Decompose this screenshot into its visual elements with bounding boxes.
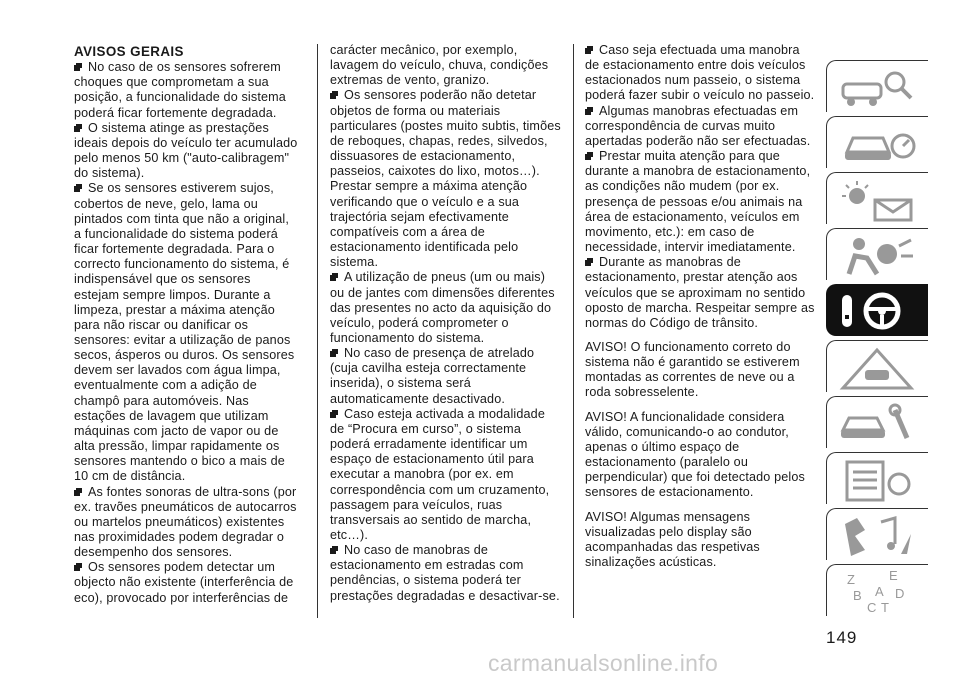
bullet-paragraph bbox=[585, 104, 817, 149]
index-letter: T bbox=[881, 600, 889, 614]
paragraph-text: O sistema atinge as prestações ideais depois do veículo ter acumulado pelo menos 50 km ("auto-calibragem" do sistema). bbox=[74, 120, 298, 181]
bullet-icon bbox=[74, 63, 84, 71]
chapter-tab[interactable] bbox=[826, 60, 928, 112]
bullet-icon bbox=[74, 124, 84, 132]
bullet-icon bbox=[585, 152, 595, 160]
chapter-tab[interactable] bbox=[826, 452, 928, 504]
paragraph-text: AVISO! O funcionamento correto do sistema não é garantido se estiverem montadas as correntes de neve ou a roda sobresselente. bbox=[585, 339, 800, 400]
index-letter: Z bbox=[847, 572, 855, 587]
bullet-icon bbox=[330, 273, 340, 281]
chapter-tab[interactable] bbox=[826, 396, 928, 448]
paragraph-text: Prestar muita atenção para que durante a manobra de estacionamento, as condições não mudem (por ex. presença de pessoas e/ou animais na área de estacionamento, veículos em movimento, etc.): em caso de necessidade, intervir imediatamente. bbox=[585, 149, 811, 255]
paragraph-text: Durante as manobras de estacionamento, prestar atenção aos veículos que se aproximam no sentido oposto de marcha. Respeitar sempre as normas do Código de trânsito. bbox=[585, 255, 815, 330]
chapter-tab[interactable] bbox=[826, 116, 928, 168]
chapter-tab[interactable] bbox=[826, 284, 928, 336]
bullet-paragraph bbox=[74, 121, 298, 182]
chapter-tab[interactable] bbox=[826, 508, 928, 560]
paragraph-text: No caso de presença de atrelado (cuja cavilha esteja correctamente inserida), o sistema será automaticamente desactivado. bbox=[330, 346, 535, 406]
bullet-paragraph bbox=[330, 407, 562, 543]
index-letter: B bbox=[853, 588, 862, 603]
paragraph-text: Se os sensores estiverem sujos, cobertos de neve, gelo, lama ou pintados com tinta que não a original, a funcionalidade do sistema poderá ficar fortemente degradada. Para o correcto funcionamento do sistema, é indispensável que os sensores estejam sempre limpos. Durante a limpeza, prestar a máxima atenção para não riscar ou danificar os sensores: evitar a utilização de panos secos, ásperos ou duros. Os sensores devem ser lavados com água limpa, eventualmente com a adição de champô para automóveis. Nas estações de lavagem que utilizam máquinas com jacto de vapor ou de alta pressão, limpar rapidamente os sensores mantendo o bico a mais de 10 cm de distância. bbox=[74, 181, 295, 484]
index-letter: E bbox=[889, 570, 898, 583]
watermark: carmanualsonline.info bbox=[488, 650, 719, 676]
airbag-person-icon bbox=[837, 234, 917, 278]
bullet-paragraph bbox=[74, 181, 298, 484]
bullet-paragraph bbox=[330, 543, 562, 604]
column-divider bbox=[573, 44, 574, 618]
lights-envelope-icon bbox=[837, 178, 917, 222]
chapter-tab[interactable] bbox=[826, 564, 928, 616]
bullet-icon bbox=[74, 488, 84, 496]
bullet-icon bbox=[585, 107, 595, 115]
alphabetical-index-icon bbox=[837, 570, 917, 614]
index-letter: D bbox=[895, 586, 905, 601]
car-search-icon bbox=[837, 66, 917, 110]
bullet-paragraph bbox=[74, 560, 298, 605]
section-heading: AVISOS GERAIS bbox=[74, 44, 184, 59]
bullet-paragraph bbox=[74, 485, 298, 561]
paragraph-text: AVISO! Algumas mensagens visualizadas pelo display são acompanhadas das respetivas sinalizações acústicas. bbox=[585, 509, 760, 569]
bullet-paragraph bbox=[585, 149, 817, 255]
bullet-paragraph bbox=[585, 255, 817, 331]
bullet-icon bbox=[74, 563, 84, 571]
bullet-icon bbox=[585, 46, 595, 54]
paragraph-text: carácter mecânico, por exemplo, lavagem do veículo, chuva, condições extremas de vento, granizo. bbox=[330, 43, 549, 88]
column-1 bbox=[74, 44, 298, 606]
paragraph-text: Algumas manobras efectuadas em correspondência de curvas muito apertadas poderão não ser efectuadas. bbox=[585, 103, 811, 148]
warning-triangle-car-icon bbox=[837, 346, 917, 390]
column-1-body bbox=[74, 60, 298, 606]
data-sheet-icon bbox=[837, 458, 917, 502]
bullet-icon bbox=[330, 91, 340, 99]
bullet-icon bbox=[74, 184, 84, 192]
bullet-icon bbox=[330, 546, 340, 554]
column-3 bbox=[585, 43, 817, 570]
index-letter: C bbox=[867, 600, 877, 614]
paragraph-text: Os sensores podem detectar um objecto não existente (interferência de eco), provocado por interferências de bbox=[74, 560, 294, 605]
paragraph-text: As fontes sonoras de ultra-sons (por ex. travões pneumáticos de autocarros ou martelos pneumáticos) existentes nas proximidades podem degradar o desempenho dos sensores. bbox=[74, 484, 297, 560]
bullet-paragraph bbox=[330, 88, 562, 270]
paragraph bbox=[330, 43, 562, 88]
index-letter: A bbox=[875, 584, 884, 599]
paragraph-text: AVISO! A funcionalidade considera válido, comunicando-o ao condutor, apenas o último espaço de estacionamento (paralelo ou perpendicular) que foi detectado pelos sensores de estacionamento. bbox=[585, 409, 805, 500]
bullet-icon bbox=[585, 258, 595, 266]
phone-music-nav-icon bbox=[837, 514, 917, 558]
column-2 bbox=[330, 43, 562, 604]
paragraph bbox=[585, 410, 817, 501]
paragraph-text: Caso seja efectuada uma manobra de estacionamento entre dois veículos estacionados num passeio, o sistema poderá fazer subir o veículo no passeio. bbox=[585, 43, 815, 103]
bullet-icon bbox=[330, 410, 340, 418]
bullet-paragraph bbox=[585, 43, 817, 104]
paragraph bbox=[585, 340, 817, 401]
car-wrench-icon bbox=[837, 402, 917, 446]
paragraph-text: No caso de manobras de estacionamento em estradas com pendências, o sistema poderá ter prestações degradadas e desactivar-se. bbox=[330, 543, 560, 603]
column-divider bbox=[317, 44, 318, 618]
bullet-icon bbox=[330, 349, 340, 357]
car-front-gauge-icon bbox=[837, 122, 917, 166]
paragraph-text: Os sensores poderão não detetar objetos de forma ou materiais particulares (postes muito subtis, timões de reboques, chapas, redes, silvedos, dissuasores de estacionamento, passeios, caixotes do lixo, motos…). Prestar sempre a máxima atenção verificando que o veículo e a sua trajectória sejam efectivamente compatíveis com a área de estacionamento identificada pelo sistema. bbox=[330, 88, 561, 270]
paragraph-text: Caso esteja activada a modalidade de “Procura em curso”, o sistema poderá erradamente identificar um espaço de estacionamento útil para executar a manobra (por ex. em correspondência com um cruzamento, passagem para veículos, ruas transversais ao sentido de marcha, etc…). bbox=[330, 406, 550, 542]
chapter-tab[interactable] bbox=[826, 172, 928, 224]
bullet-paragraph bbox=[330, 270, 562, 346]
paragraph-text: A utilização de pneus (um ou mais) ou de jantes com dimensões diferentes das presentes no acto da aquisição do veículo, poderá comprometer o funcionamento do sistema. bbox=[330, 270, 555, 345]
page-number: 149 bbox=[826, 628, 858, 647]
key-steering-wheel-icon bbox=[836, 289, 916, 333]
paragraph-text: No caso de os sensores sofrerem choques que comprometam a sua posição, a funcionalidade do sistema poderá ficar fortemente degradada. bbox=[74, 60, 286, 120]
chapter-tab[interactable] bbox=[826, 340, 928, 392]
paragraph bbox=[585, 510, 817, 571]
bullet-paragraph bbox=[74, 60, 298, 121]
chapter-tab[interactable] bbox=[826, 228, 928, 280]
bullet-paragraph bbox=[330, 346, 562, 407]
